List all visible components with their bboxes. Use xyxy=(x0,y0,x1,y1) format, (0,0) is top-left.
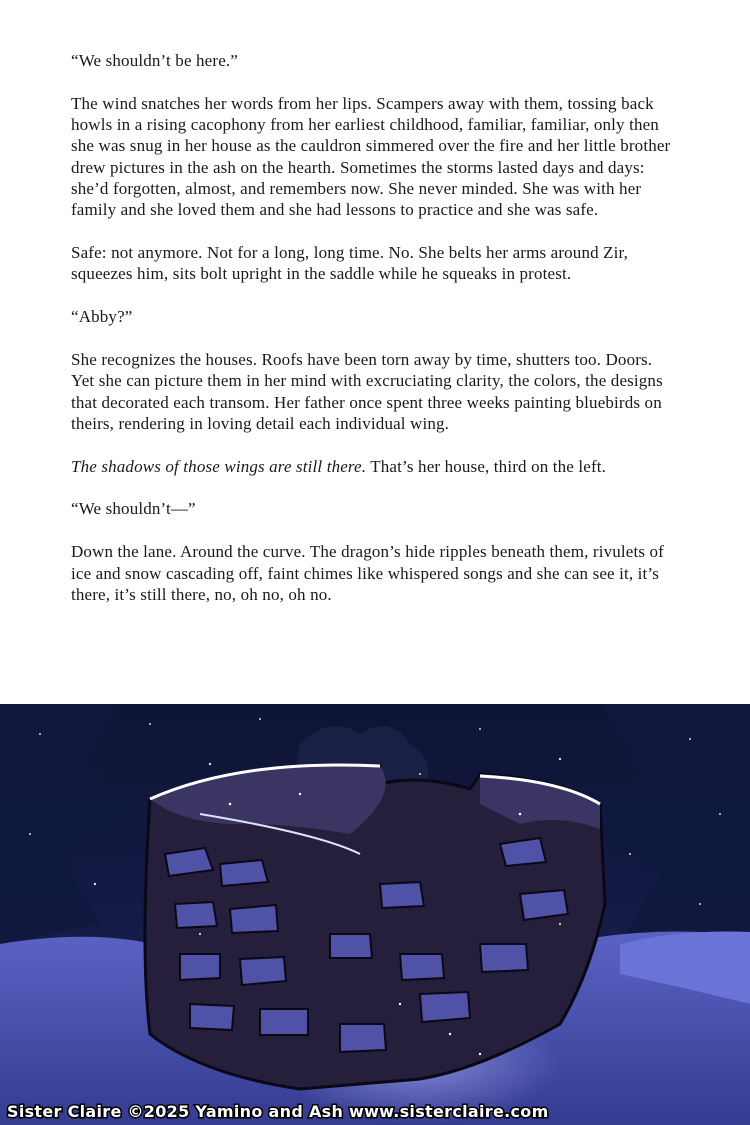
paragraph: “We shouldn’t—” xyxy=(71,499,196,519)
paragraph: She recognizes the houses. Roofs have been torn away by time, shutters too. Doors. Yet she can picture them in her mind with excruciating clarity, the colors, the designs that decorated each transom. Her father once spent three weeks painting bluebirds on theirs, rendering in loving detail each individual wing. xyxy=(71,349,663,433)
illustration-panel xyxy=(0,704,750,1125)
paragraph-rest: That’s her house, third on the left. xyxy=(366,456,607,476)
story-text xyxy=(71,50,671,605)
paragraph: Safe: not anymore. Not for a long, long time. No. She belts her arms around Zir, squeezes him, sits bolt upright in the saddle while he squeaks in protest. xyxy=(71,243,629,284)
italic-phrase: The shadows of those wings are still there. xyxy=(71,456,367,476)
paragraph: “Abby?” xyxy=(71,307,133,327)
paragraph: Down the lane. Around the curve. The dragon’s hide ripples beneath them, rivulets of ice and snow cascading off, faint chimes like whispered songs and she can see it, it’s there, it’s still there, no, oh no, oh no. xyxy=(71,542,664,604)
ruined-house-illustration xyxy=(0,704,750,1125)
paragraph: The wind snatches her words from her lips. Scampers away with them, tossing back howls in a rising cacophony from her earliest childhood, familiar, familiar, only then she was snug in her house as the cauldron simmered over the fire and her little brother drew pictures in the ash on the hearth. Sometimes the storms lasted days and days: she’d forgotten, almost, and remembers now. She never minded. She was with her family and she loved them and she had lessons to practice and she was safe. xyxy=(71,93,671,220)
copyright-credit: Sister Claire ©2025 Yamino and Ash www.sisterclaire.com xyxy=(7,1102,549,1121)
paragraph xyxy=(71,456,671,477)
paragraph: “We shouldn’t be here.” xyxy=(71,51,238,70)
